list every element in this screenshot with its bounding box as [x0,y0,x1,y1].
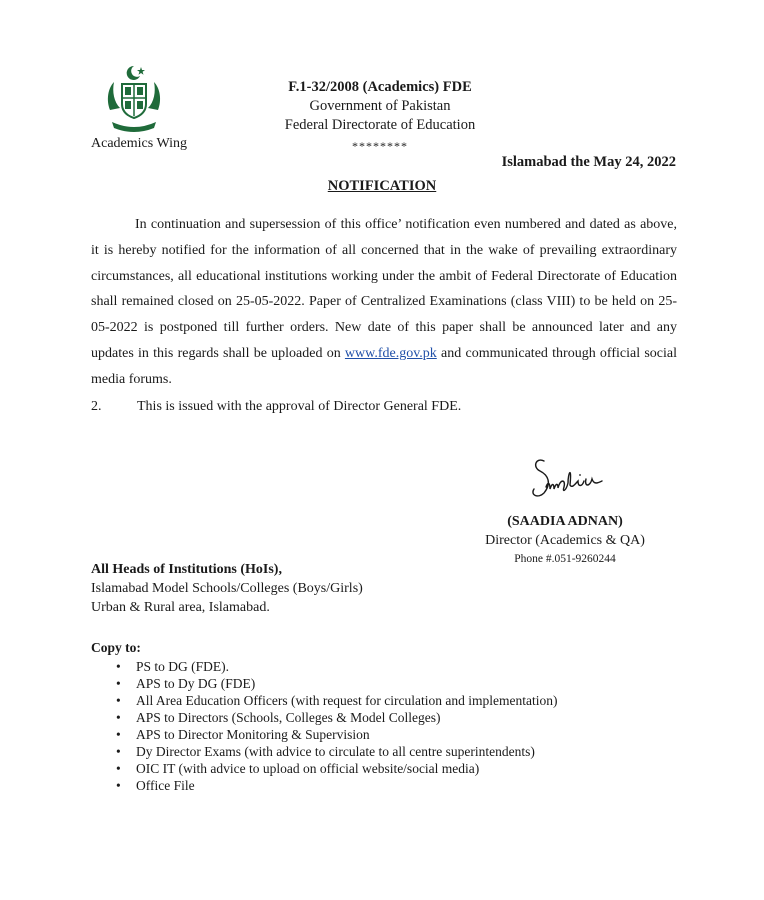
list-item: • PS to DG (FDE). [91,658,558,675]
date-line: Islamabad the May 24, 2022 [501,154,676,170]
list-item: • All Area Education Officers (with request for circulation and implementation) [91,692,558,709]
list-item: • Dy Director Exams (with advice to circulate to all centre superintendents) [91,743,558,760]
paragraph-1-text: In continuation and supersession of this office’ notification even numbered and dated as above, it is hereby notified for the information of all concerned that in the wake of prevailing extraordinary circumstances, all educational institutions working under the ambit of Federal Directorate of Education shall remained closed on 25-05-2022. Paper of Centralized Examinations (class VIII) to be held on 25-05-2022 is postponed till further orders. New date of this paper shall be announced later and any updates in this regards shall be uploaded on [91,217,677,361]
state-emblem-icon [104,62,164,136]
paragraph-1 [91,212,677,393]
notification-body [91,212,677,393]
signatory-name: (SAADIA ADNAN) [507,514,623,529]
fde-website-link[interactable]: www.fde.gov.pk [344,345,437,361]
signatory-block [470,512,660,569]
paragraph-2-text: This is issued with the approval of Director General FDE. [137,399,462,414]
handwritten-signature [522,453,622,509]
paragraph-1-tail: and communicated through official social media forums. [91,345,677,387]
list-item: • OIC IT (with advice to upload on official website/social media) [91,760,558,777]
directorate-name: Federal Directorate of Education [284,117,476,133]
copy-to-block [91,638,558,794]
academics-wing-label: Academics Wing [91,136,187,151]
copy-to-list [91,658,558,794]
list-item: • APS to Dy DG (FDE) [91,675,558,692]
list-item: • APS to Director Monitoring & Supervision [91,726,558,743]
signatory-designation: Director (Academics & QA) [485,533,645,548]
addressee-heading: All Heads of Institutions (HoIs), [91,562,282,577]
addressee-line-2: Urban & Rural area, Islamabad. [91,600,270,615]
paragraph-2-number: 2. [91,399,102,414]
list-item: • APS to Directors (Schools, Colleges & Model Colleges) [91,709,558,726]
addressee-line-1: Islamabad Model Schools/Colleges (Boys/Girls) [91,581,363,596]
header-separator: ******** [352,139,408,153]
government-name: Government of Pakistan [309,98,451,114]
list-item: • Office File [91,777,558,794]
addressee-block [91,560,363,617]
reference-number: F.1-32/2008 (Academics) FDE [288,79,472,95]
notification-title [0,178,764,195]
signatory-phone: Phone #.051-9260244 [514,553,616,565]
notification-title-text: NOTIFICATION [327,178,437,194]
copy-to-heading: Copy to: [91,640,141,655]
paragraph-2 [91,399,461,415]
letterhead [250,78,510,156]
